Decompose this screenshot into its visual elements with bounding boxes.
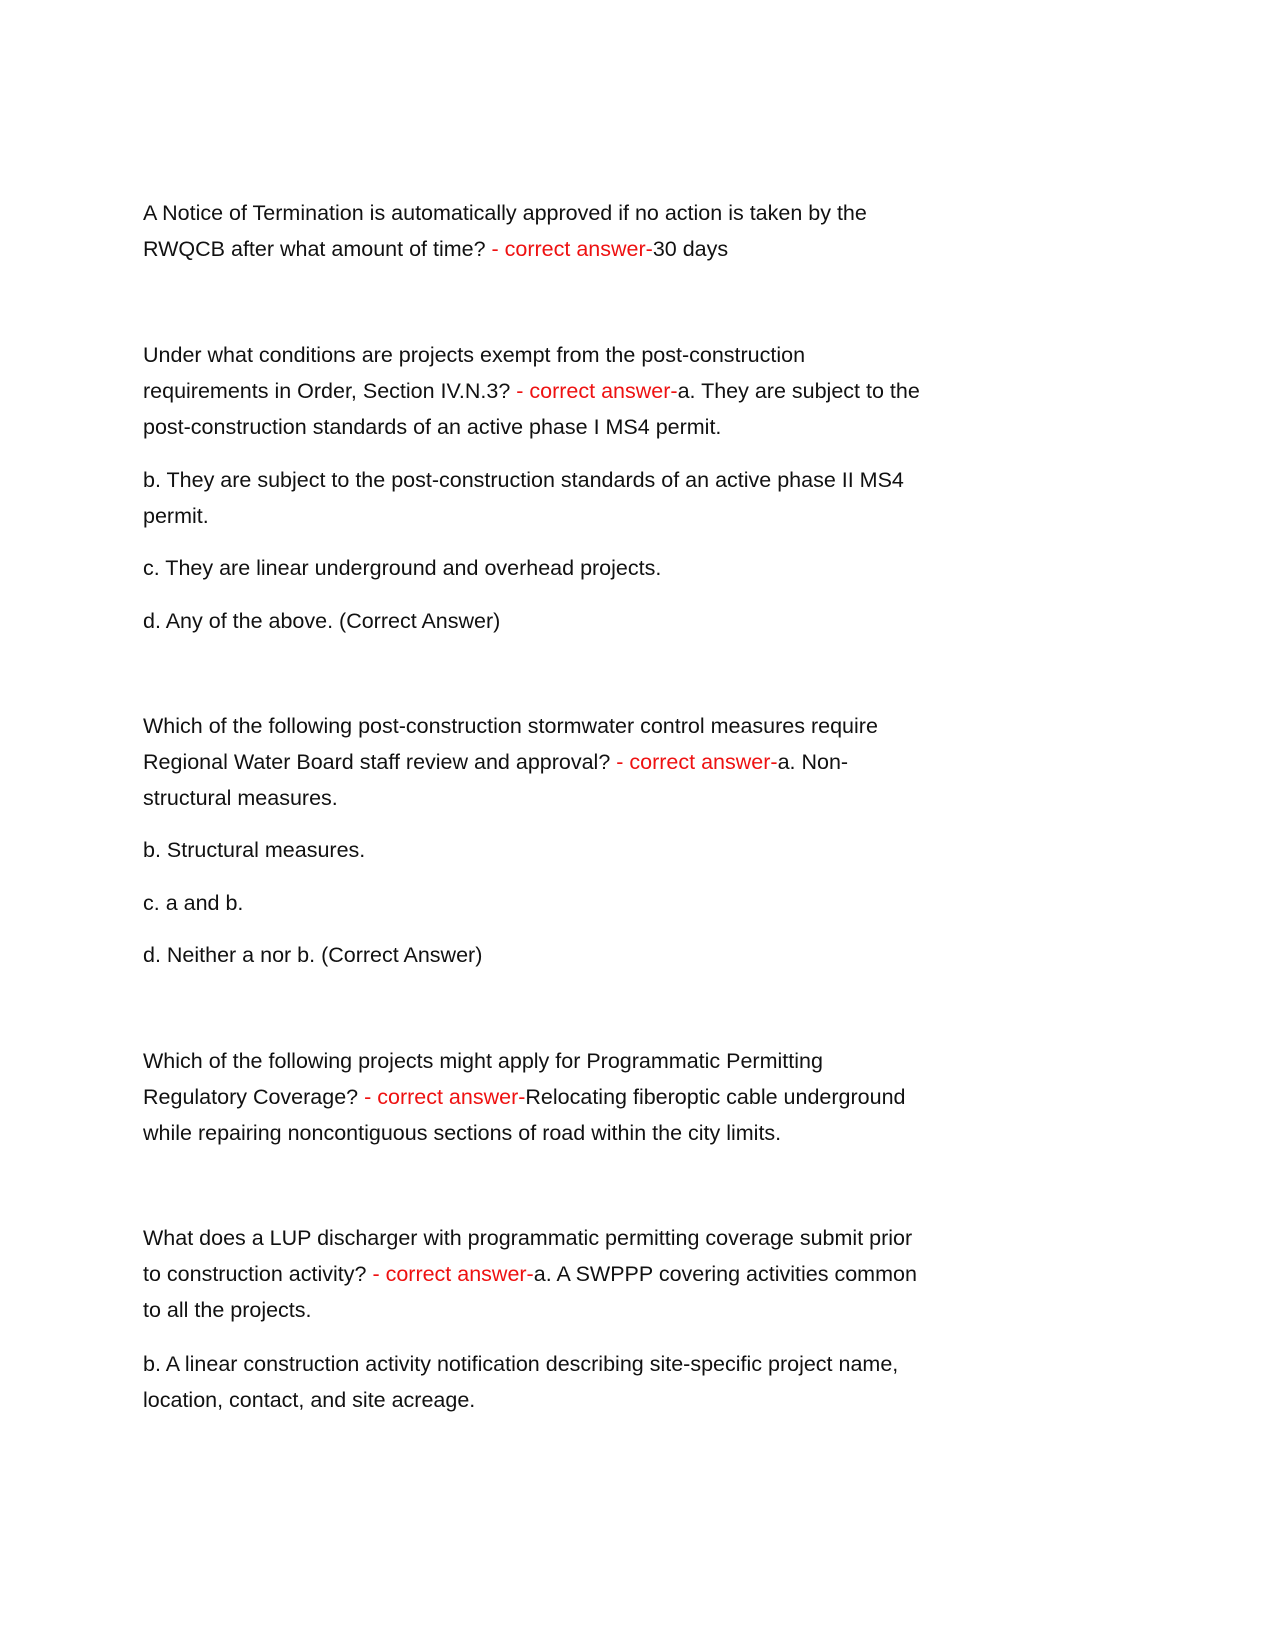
answer-text: a. Non- [777, 750, 849, 774]
question-text-part: to construction activity? [143, 1262, 373, 1286]
option-c: c. a and b. [143, 891, 244, 915]
option-b: location, contact, and site acreage. [143, 1388, 476, 1412]
option-b: b. They are subject to the post-construction standards of an active phase II MS4 [143, 468, 904, 492]
answer-text: a. A SWPPP covering activities common [533, 1262, 917, 1286]
option-b: b. Structural measures. [143, 838, 366, 862]
question-text: Which of the following post-construction stormwater control measures require [143, 714, 878, 738]
option-d: d. Neither a nor b. (Correct Answer) [143, 943, 483, 967]
answer-text: while repairing noncontiguous sections of road within the city limits. [143, 1121, 782, 1145]
question-text: Which of the following projects might apply for Programmatic Permitting [143, 1049, 823, 1073]
correct-answer-marker: - correct answer- [516, 379, 678, 403]
correct-answer-marker: - correct answer- [616, 750, 778, 774]
correct-answer-marker: - correct answer- [372, 1262, 534, 1286]
question-text: What does a LUP discharger with programmatic permitting coverage submit prior [143, 1226, 913, 1250]
answer-text: a. They are subject to the [677, 379, 920, 403]
question-text-part: Regulatory Coverage? [143, 1085, 365, 1109]
answer-text: structural measures. [143, 786, 338, 810]
answer-text: 30 days [652, 237, 729, 261]
answer-text: Relocating fiberoptic cable underground [525, 1085, 906, 1109]
option-c: c. They are linear underground and overhead projects. [143, 556, 662, 580]
option-b: b. A linear construction activity notification describing site-specific project name, [143, 1352, 899, 1376]
question-text: Under what conditions are projects exempt from the post-construction [143, 343, 806, 367]
question-text [143, 744, 848, 780]
question-text [143, 231, 728, 267]
correct-answer-marker: - correct answer- [364, 1085, 526, 1109]
option-b: permit. [143, 504, 209, 528]
answer-text: to all the projects. [143, 1298, 312, 1322]
correct-answer-marker: - correct answer- [491, 237, 653, 261]
question-text-part: requirements in Order, Section IV.N.3? [143, 379, 517, 403]
question-text [143, 1256, 917, 1292]
question-text-part: Regional Water Board staff review and approval? [143, 750, 617, 774]
option-d: d. Any of the above. (Correct Answer) [143, 609, 501, 633]
answer-text: post-construction standards of an active phase I MS4 permit. [143, 415, 722, 439]
question-text [143, 1079, 906, 1115]
question-text: A Notice of Termination is automatically approved if no action is taken by the [143, 201, 867, 225]
question-text [143, 373, 920, 409]
question-text-part: RWQCB after what amount of time? [143, 237, 492, 261]
